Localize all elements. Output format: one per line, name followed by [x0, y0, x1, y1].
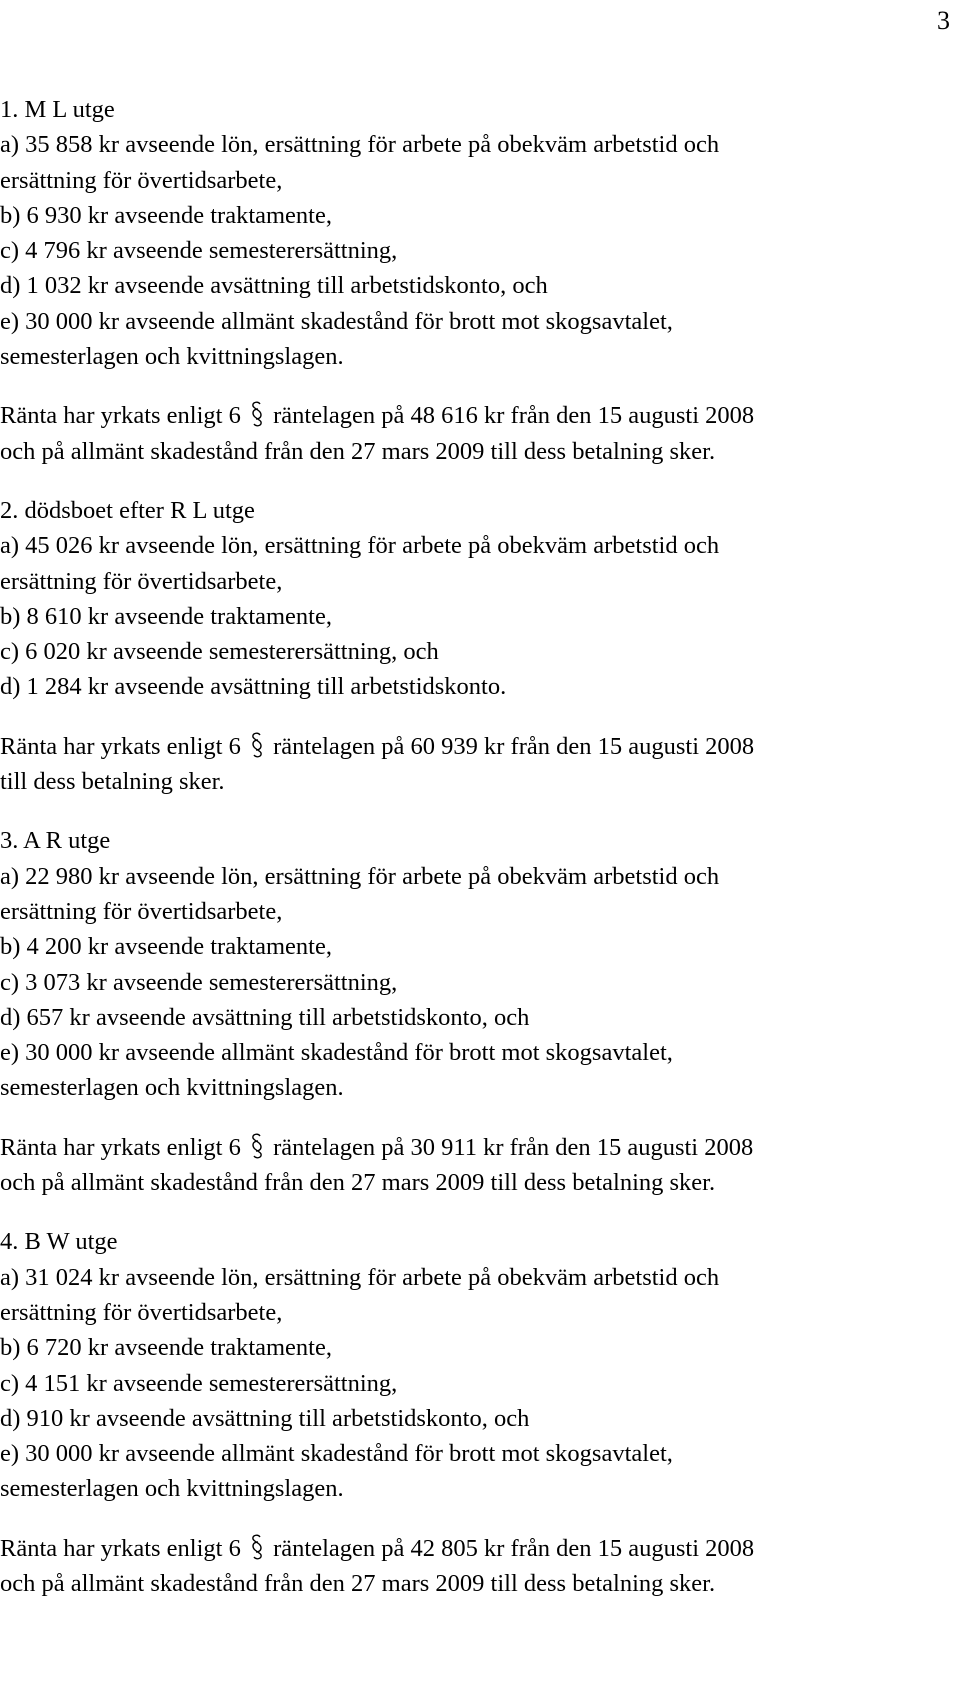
claim-item: c) 6 020 kr avseende semesterersättning, och	[0, 638, 439, 666]
claim-3	[0, 823, 952, 1200]
claim-item: b) 4 200 kr avseende traktamente,	[0, 933, 332, 961]
section-sign-icon	[249, 731, 265, 759]
claim-heading: 1. M L utge	[0, 96, 115, 123]
page-number: 3	[937, 6, 950, 35]
claim-1	[0, 92, 952, 469]
section-sign-icon	[249, 1533, 265, 1561]
claim-item: e) 30 000 kr avseende allmänt skadestånd för brott mot skogsavtalet,	[0, 1039, 673, 1067]
interest-text-start: Ränta har yrkats enligt 6	[0, 732, 241, 760]
claim-item: ersättning för övertidsarbete,	[0, 166, 283, 194]
interest-line: till dess betalning sker.	[0, 768, 225, 796]
claim-item: b) 8 610 kr avseende traktamente,	[0, 602, 332, 630]
claim-heading: 3. A R utge	[0, 827, 111, 855]
claim-2	[0, 493, 952, 799]
interest-text-start: Ränta har yrkats enligt 6	[0, 402, 241, 430]
interest-text-start: Ränta har yrkats enligt 6	[0, 1534, 241, 1562]
claim-item: e) 30 000 kr avseende allmänt skadestånd för brott mot skogsavtalet,	[0, 307, 673, 335]
claim-item: a) 45 026 kr avseende lön, ersättning för arbete på obekväm arbetstid och	[0, 532, 720, 560]
claim-item: semesterlagen och kvittningslagen.	[0, 1074, 344, 1102]
claim-item: e) 30 000 kr avseende allmänt skadestånd för brott mot skogsavtalet,	[0, 1440, 673, 1468]
claim-item: ersättning för övertidsarbete,	[0, 897, 283, 925]
claim-item: b) 6 930 kr avseende traktamente,	[0, 201, 332, 229]
interest-line	[0, 398, 952, 433]
claim-item: a) 31 024 kr avseende lön, ersättning för arbete på obekväm arbetstid och	[0, 1263, 720, 1291]
interest-text-end: räntelagen på 48 616 kr från den 15 augusti 2008	[273, 402, 755, 430]
interest-line	[0, 1130, 952, 1165]
claim-item: c) 4 796 kr avseende semesterersättning,	[0, 237, 398, 265]
interest-text-start: Ränta har yrkats enligt 6	[0, 1133, 241, 1161]
interest-line	[0, 1531, 952, 1566]
claim-heading: 4. B W utge	[0, 1228, 118, 1256]
interest-text-end: räntelagen på 30 911 kr från den 15 augusti 2008	[273, 1133, 754, 1161]
claim-item: c) 3 073 kr avseende semesterersättning,	[0, 968, 398, 996]
claim-heading: 2. dödsboet efter R L utge	[0, 496, 255, 524]
claim-item: semesterlagen och kvittningslagen.	[0, 343, 344, 371]
interest-text-end: räntelagen på 60 939 kr från den 15 augusti 2008	[273, 732, 755, 760]
interest-line: och på allmänt skadestånd från den 27 mars 2009 till dess betalning sker.	[0, 1569, 716, 1597]
interest-line: och på allmänt skadestånd från den 27 mars 2009 till dess betalning sker.	[0, 1169, 716, 1197]
claim-item: semesterlagen och kvittningslagen.	[0, 1475, 344, 1503]
claim-item: d) 1 032 kr avseende avsättning till arbetstidskonto, och	[0, 272, 548, 300]
claim-4	[0, 1224, 952, 1601]
interest-line: och på allmänt skadestånd från den 27 mars 2009 till dess betalning sker.	[0, 437, 716, 465]
interest-text-end: räntelagen på 42 805 kr från den 15 augusti 2008	[273, 1534, 755, 1562]
claim-item: ersättning för övertidsarbete,	[0, 1298, 283, 1326]
claim-item: a) 35 858 kr avseende lön, ersättning för arbete på obekväm arbetstid och	[0, 131, 720, 159]
claim-item: d) 657 kr avseende avsättning till arbetstidskonto, och	[0, 1003, 530, 1031]
document-body	[0, 92, 952, 1601]
section-sign-icon	[249, 400, 265, 428]
claim-item: b) 6 720 kr avseende traktamente,	[0, 1334, 332, 1362]
claim-item: ersättning för övertidsarbete,	[0, 567, 283, 595]
claim-item: c) 4 151 kr avseende semesterersättning,	[0, 1369, 398, 1397]
claim-item: d) 1 284 kr avseende avsättning till arbetstidskonto.	[0, 673, 507, 701]
claim-item: a) 22 980 kr avseende lön, ersättning för arbete på obekväm arbetstid och	[0, 862, 720, 890]
section-sign-icon	[249, 1132, 265, 1160]
interest-line	[0, 729, 952, 764]
claim-item: d) 910 kr avseende avsättning till arbetstidskonto, och	[0, 1404, 530, 1432]
